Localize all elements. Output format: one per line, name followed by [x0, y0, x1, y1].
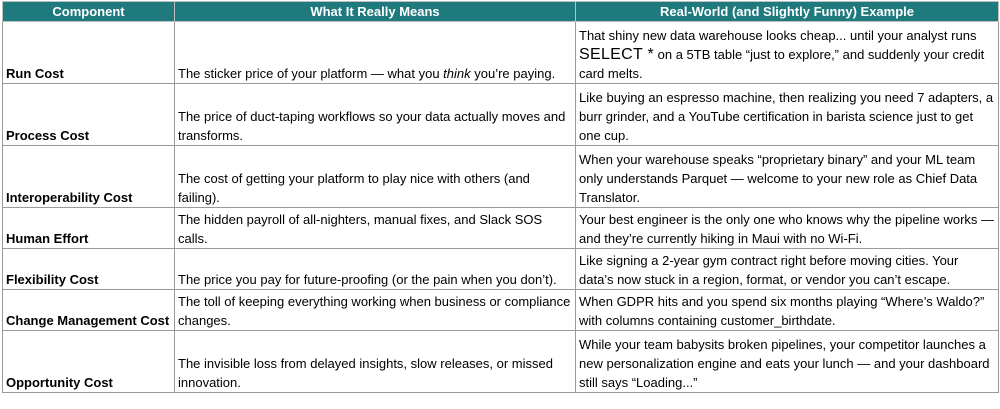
header-row	[3, 2, 999, 22]
header-example: Real-World (and Slightly Funny) Example	[576, 2, 999, 22]
example-cell	[576, 290, 999, 331]
component-cell: Human Effort	[3, 208, 175, 249]
example-cell: While your team babysits broken pipelines, your competitor launches a new personalization engine and eats your lunch — and your dashboard still says “Loading...”	[576, 331, 999, 393]
cost-table	[2, 1, 999, 393]
meaning-cell: The price of duct-taping workflows so your data actually moves and transforms.	[175, 84, 576, 146]
table-row	[3, 290, 999, 331]
meaning-cell: The hidden payroll of all-nighters, manual fixes, and Slack SOS calls.	[175, 208, 576, 249]
table-row	[3, 331, 999, 393]
component-cell: Process Cost	[3, 84, 175, 146]
meaning-cell: The cost of getting your platform to play nice with others (and failing).	[175, 146, 576, 208]
component-cell: Opportunity Cost	[3, 331, 175, 393]
meaning-cell	[175, 22, 576, 84]
table-body	[3, 22, 999, 393]
table-row	[3, 146, 999, 208]
example-text: That shiny new data warehouse looks cheap... until your analyst runs	[579, 28, 977, 43]
meaning-text-end: you’re paying.	[470, 66, 556, 81]
component-cell: Run Cost	[3, 22, 175, 84]
table-row	[3, 84, 999, 146]
table-row	[3, 208, 999, 249]
example-cell	[576, 22, 999, 84]
example-text: When GDPR hits and you spend six months playing “Where’s Waldo?” with columns containing	[579, 294, 985, 328]
example-code: customer_birthdate	[720, 313, 832, 328]
example-cell: Like signing a 2-year gym contract right before moving cities. Your data’s now stuck in a region, format, or vendor you can’t escape.	[576, 249, 999, 290]
example-text-end: .	[831, 313, 836, 328]
meaning-emphasis: think	[443, 66, 471, 81]
component-cell: Interoperability Cost	[3, 146, 175, 208]
example-cell: When your warehouse speaks “proprietary binary” and your ML team only understands Parquet — welcome to your new role as Chief Data Translator.	[576, 146, 999, 208]
table-header	[3, 2, 999, 22]
example-code: SELECT *	[579, 46, 655, 63]
example-text-end: on a 5TB table “just to explore,” and suddenly your credit card melts.	[579, 47, 985, 81]
table-row	[3, 249, 999, 290]
header-component: Component	[3, 2, 175, 22]
meaning-cell: The toll of keeping everything working when business or compliance changes.	[175, 290, 576, 331]
component-cell: Change Management Cost	[3, 290, 175, 331]
meaning-cell: The invisible loss from delayed insights, slow releases, or missed innovation.	[175, 331, 576, 393]
component-cell: Flexibility Cost	[3, 249, 175, 290]
meaning-text: The sticker price of your platform — what you	[178, 66, 444, 81]
meaning-cell: The price you pay for future-proofing (or the pain when you don’t).	[175, 249, 576, 290]
example-cell: Your best engineer is the only one who knows why the pipeline works — and they’re currently hiking in Maui with no Wi-Fi.	[576, 208, 999, 249]
example-cell: Like buying an espresso machine, then realizing you need 7 adapters, a burr grinder, and a YouTube certification in barista science just to get one cup.	[576, 84, 999, 146]
header-meaning: What It Really Means	[175, 2, 576, 22]
table-row	[3, 22, 999, 84]
